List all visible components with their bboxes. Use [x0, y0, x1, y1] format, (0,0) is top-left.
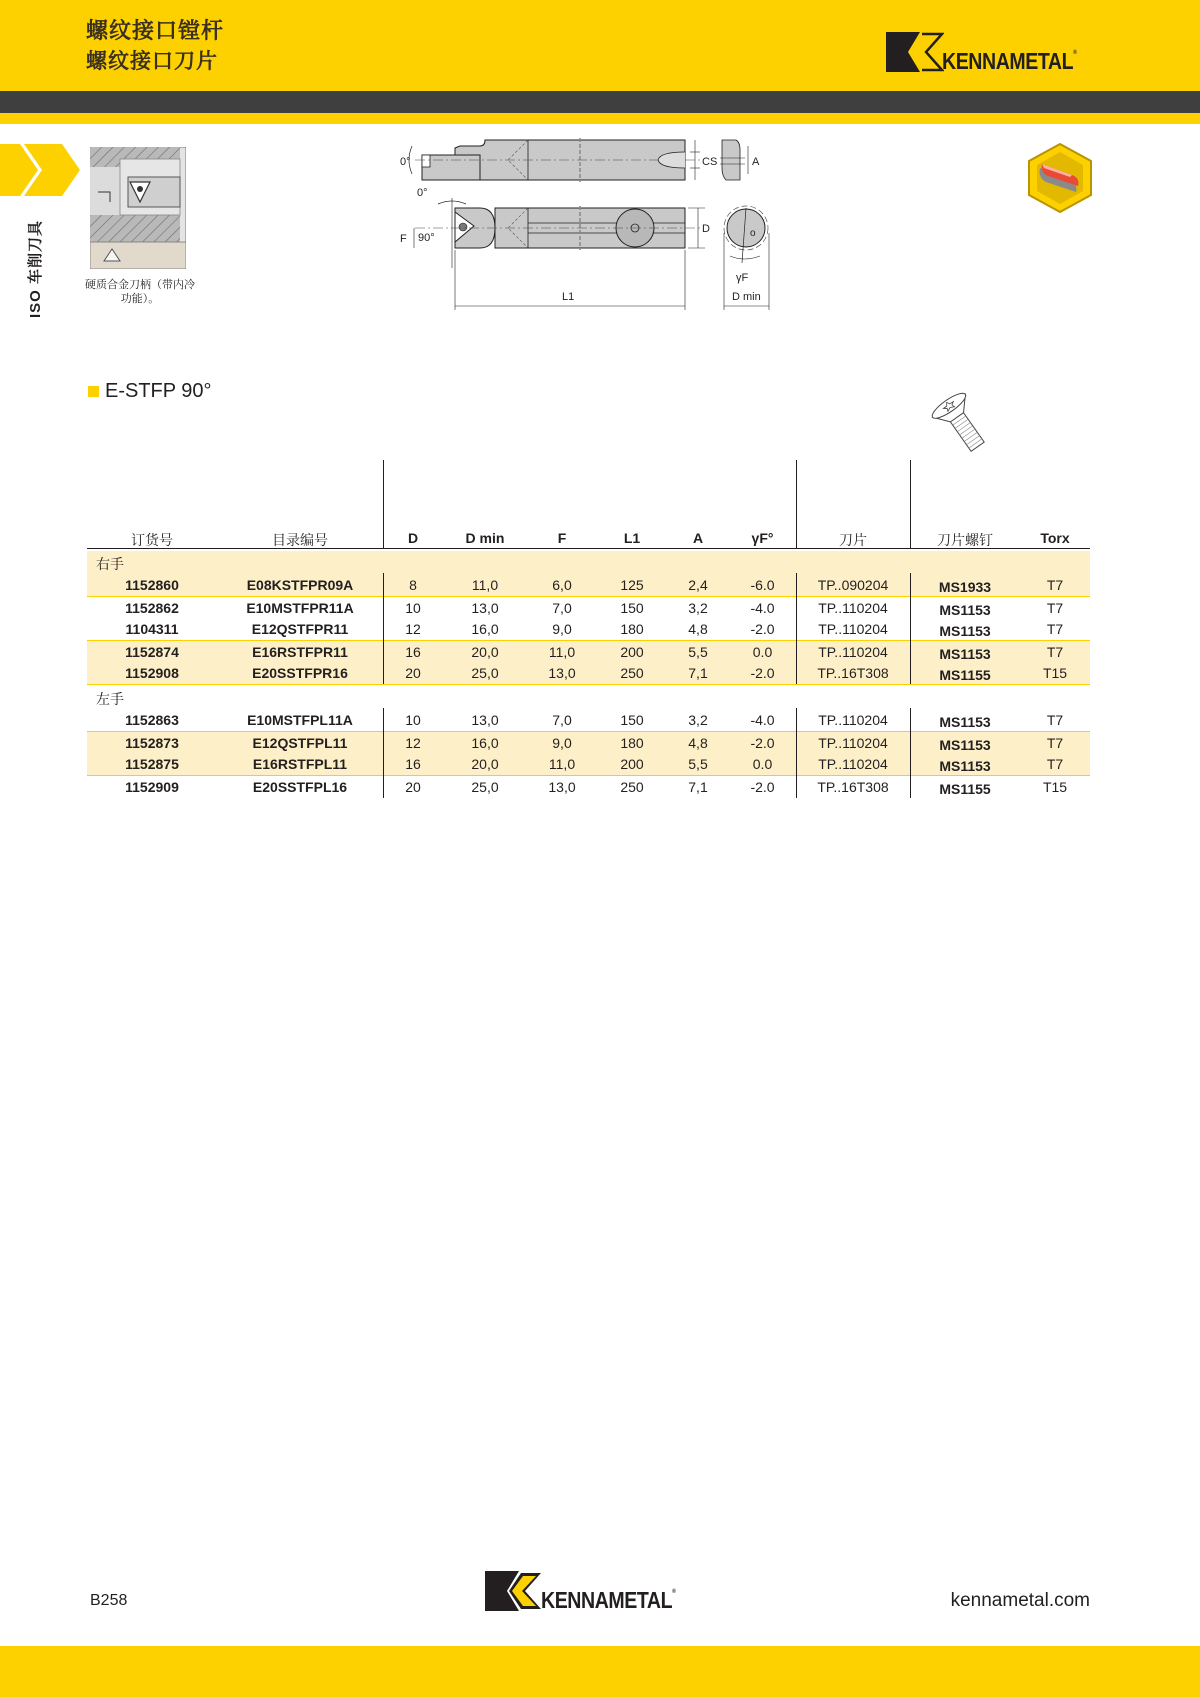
- cell-order-no: 1152874: [125, 644, 179, 660]
- cell-l1: 180: [620, 735, 644, 751]
- header-insert: 刀片: [839, 532, 867, 548]
- cell-order-no: 1152875: [125, 756, 179, 772]
- header-band: [0, 0, 1200, 91]
- cell-a: 7,1: [688, 779, 708, 795]
- cell-a: 3,2: [688, 712, 708, 728]
- cell-dmin: 11,0: [471, 577, 499, 593]
- cell-insert-screw: MS1153: [939, 714, 991, 730]
- cell-gammaf: -2.0: [750, 621, 775, 637]
- table-row[interactable]: [87, 618, 1090, 640]
- svg-text:D: D: [702, 223, 710, 235]
- cell-f: 7,0: [552, 600, 572, 616]
- cell-insert-screw: MS1155: [939, 667, 991, 683]
- cell-a: 7,1: [688, 665, 708, 681]
- boring-bar-thumbnail: [90, 147, 186, 269]
- table-row[interactable]: [87, 574, 1090, 596]
- cell-torx: T7: [1046, 735, 1064, 751]
- cell-insert: TP..110204: [818, 600, 888, 616]
- cell-gammaf: -2.0: [750, 779, 775, 795]
- cell-torx: T7: [1046, 577, 1064, 593]
- table-row[interactable]: [87, 662, 1090, 685]
- kennametal-k-icon: [485, 1571, 543, 1611]
- page-subtitle: 螺纹接口刀片: [86, 50, 218, 73]
- cell-a: 5,5: [688, 644, 708, 660]
- cell-dmin: 13,0: [471, 600, 499, 616]
- cell-insert-screw: MS1153: [939, 758, 991, 774]
- cell-insert: TP..110204: [818, 712, 888, 728]
- cell-l1: 150: [620, 600, 644, 616]
- cell-order-no: 1152873: [125, 735, 179, 751]
- svg-text:A: A: [752, 156, 760, 168]
- cell-l1: 180: [620, 621, 644, 637]
- table-row[interactable]: [87, 776, 1090, 798]
- cell-torx: T15: [1042, 665, 1068, 681]
- header-torx: Torx: [1040, 530, 1070, 546]
- header-dark-stripe: [0, 91, 1200, 113]
- cell-torx: T7: [1046, 644, 1064, 660]
- svg-text:o: o: [750, 228, 756, 239]
- cell-catalog-no: E16RSTFPR11: [252, 644, 348, 660]
- cell-order-no: 1152909: [125, 779, 179, 795]
- cell-d: 12: [405, 621, 421, 637]
- cell-f: 7,0: [552, 712, 572, 728]
- cell-catalog-no: E20SSTFPL16: [252, 779, 348, 795]
- group-label: 右手: [96, 556, 124, 572]
- cell-torx: T7: [1046, 756, 1064, 772]
- cell-torx: T7: [1046, 621, 1064, 637]
- cell-torx: T7: [1046, 712, 1064, 728]
- cell-insert-screw: MS1933: [938, 579, 992, 595]
- brand-text: KENNAMETAL: [942, 48, 1074, 74]
- cell-d: 8: [409, 577, 417, 593]
- table-row[interactable]: [87, 709, 1090, 731]
- cell-insert: TP..110204: [818, 644, 888, 660]
- cell-torx: T15: [1042, 779, 1068, 795]
- cell-a: 5,5: [688, 756, 708, 772]
- footer-yellow-band: [0, 1646, 1200, 1697]
- group-header-left-hand: [87, 686, 1090, 709]
- header-gammaf: γF°: [751, 530, 774, 546]
- column-divider: [910, 573, 911, 684]
- cell-d: 20: [405, 665, 421, 681]
- cell-dmin: 16,0: [471, 735, 499, 751]
- header-f: F: [557, 530, 567, 546]
- kennametal-k-icon: [886, 32, 944, 72]
- cell-catalog-no: E16RSTFPL11: [252, 756, 348, 772]
- cell-order-no: 1152862: [125, 600, 179, 616]
- svg-text:90°: 90°: [418, 232, 435, 244]
- section-title: E-STFP 90°: [105, 380, 212, 402]
- header-d: D: [407, 530, 419, 546]
- column-divider: [910, 708, 911, 798]
- cell-f: 11,0: [548, 644, 576, 660]
- cell-d: 12: [405, 735, 421, 751]
- cell-dmin: 20,0: [471, 756, 499, 772]
- insert-screw-icon: [925, 390, 997, 456]
- svg-text:0°: 0°: [400, 156, 411, 168]
- cell-f: 9,0: [552, 735, 572, 751]
- cell-catalog-no: E12QSTFPR11: [251, 621, 349, 637]
- cell-d: 10: [405, 712, 421, 728]
- cell-insert-screw: MS1153: [939, 646, 991, 662]
- header-yellow-stripe: [0, 113, 1200, 124]
- cell-f: 11,0: [548, 756, 576, 772]
- cell-a: 3,2: [688, 600, 708, 616]
- cell-gammaf: 0.0: [752, 756, 773, 772]
- cell-insert: TP..110204: [818, 735, 888, 751]
- cell-insert: TP..090204: [817, 577, 889, 593]
- svg-text:0°: 0°: [417, 187, 428, 199]
- cell-catalog-no: E12QSTFPL11: [252, 735, 348, 751]
- cell-f: 6,0: [552, 577, 572, 593]
- section-heading: [88, 380, 212, 403]
- cell-insert-screw: MS1153: [939, 623, 991, 639]
- cell-insert: TP..16T308: [817, 779, 889, 795]
- cell-gammaf: -4.0: [750, 712, 775, 728]
- header-l1: L1: [623, 530, 641, 546]
- cell-a: 2,4: [688, 577, 708, 593]
- cell-torx: T7: [1046, 600, 1064, 616]
- cell-d: 16: [405, 644, 421, 660]
- thumbnail-caption: 硬质合金刀柄（带内冷功能）。: [85, 279, 195, 305]
- cell-dmin: 16,0: [471, 621, 499, 637]
- cell-d: 20: [405, 779, 421, 795]
- footer-kennametal-logo: [485, 1571, 699, 1611]
- header-dmin: D min: [465, 530, 505, 546]
- column-divider: [796, 708, 797, 798]
- table-row[interactable]: [87, 596, 1090, 618]
- header-order-no: 订货号: [131, 532, 173, 548]
- cell-catalog-no: E08KSTFPR09A: [246, 577, 354, 593]
- cell-gammaf: -2.0: [750, 665, 775, 681]
- cell-a: 4,8: [688, 621, 708, 637]
- cell-d: 16: [405, 756, 421, 772]
- svg-text:γF: γF: [736, 272, 749, 284]
- yellow-square-bullet-icon: [88, 386, 99, 397]
- cell-l1: 250: [620, 665, 644, 681]
- cell-l1: 250: [620, 779, 644, 795]
- cell-a: 4,8: [688, 735, 708, 751]
- side-category-label: ISO 车削刀具: [27, 219, 44, 318]
- cell-f: 13,0: [548, 665, 576, 681]
- website-link[interactable]: kennametal.com: [950, 1590, 1090, 1611]
- cell-insert: TP..110204: [818, 756, 888, 772]
- cell-order-no: 1152908: [125, 665, 179, 681]
- cell-f: 13,0: [548, 779, 576, 795]
- cell-l1: 200: [620, 756, 644, 772]
- column-divider: [383, 573, 384, 684]
- cell-l1: 125: [620, 577, 644, 593]
- cell-dmin: 20,0: [471, 644, 499, 660]
- header-catalog-no: 目录编号: [272, 532, 328, 548]
- cell-gammaf: 0.0: [752, 644, 773, 660]
- cell-order-no: 1152860: [125, 577, 179, 593]
- table-row[interactable]: [87, 753, 1090, 776]
- table-header: [87, 530, 1090, 549]
- svg-text:L1: L1: [562, 291, 575, 303]
- column-divider: [383, 708, 384, 798]
- cell-l1: 150: [620, 712, 644, 728]
- page-title: 螺纹接口镗杆: [86, 18, 225, 43]
- cell-catalog-no: E10MSTFPL11A: [247, 712, 353, 728]
- cell-insert: TP..110204: [818, 621, 888, 637]
- header-a: A: [692, 530, 704, 546]
- cell-l1: 200: [620, 644, 644, 660]
- cell-dmin: 25,0: [471, 665, 499, 681]
- double-chevron-icon: [0, 144, 82, 196]
- registered-mark: ®: [672, 1589, 676, 1595]
- cell-catalog-no: E20SSTFPR16: [252, 665, 348, 681]
- cell-gammaf: -6.0: [750, 577, 775, 593]
- svg-text:D min: D min: [732, 291, 761, 303]
- cell-order-no: 1104311: [125, 621, 179, 637]
- technical-drawing: [400, 138, 780, 313]
- page-number: B258: [90, 1592, 128, 1609]
- svg-text:F: F: [400, 233, 407, 245]
- cell-dmin: 13,0: [471, 712, 499, 728]
- cell-order-no: 1152863: [125, 712, 179, 728]
- svg-text:CS: CS: [702, 156, 718, 168]
- cell-d: 10: [405, 600, 421, 616]
- cell-insert: TP..16T308: [817, 665, 889, 681]
- table-row[interactable]: [87, 640, 1090, 662]
- table-row[interactable]: [87, 731, 1090, 753]
- registered-mark: ®: [1073, 50, 1077, 56]
- brand-text: KENNAMETAL: [541, 1587, 673, 1613]
- cell-insert-screw: MS1155: [939, 781, 991, 797]
- cell-gammaf: -4.0: [750, 600, 775, 616]
- cell-gammaf: -2.0: [750, 735, 775, 751]
- cell-f: 9,0: [552, 621, 572, 637]
- kennametal-logo: [886, 32, 1100, 72]
- cell-dmin: 25,0: [471, 779, 499, 795]
- internal-turning-badge-icon: [1026, 142, 1094, 214]
- header-insert-screw: 刀片螺钉: [937, 532, 993, 548]
- column-divider: [796, 573, 797, 684]
- cell-insert-screw: MS1153: [939, 602, 991, 618]
- cell-catalog-no: E10MSTFPR11A: [246, 600, 354, 616]
- group-header-right-hand: [87, 551, 1090, 574]
- cell-insert-screw: MS1153: [939, 737, 991, 753]
- group-label: 左手: [96, 691, 124, 707]
